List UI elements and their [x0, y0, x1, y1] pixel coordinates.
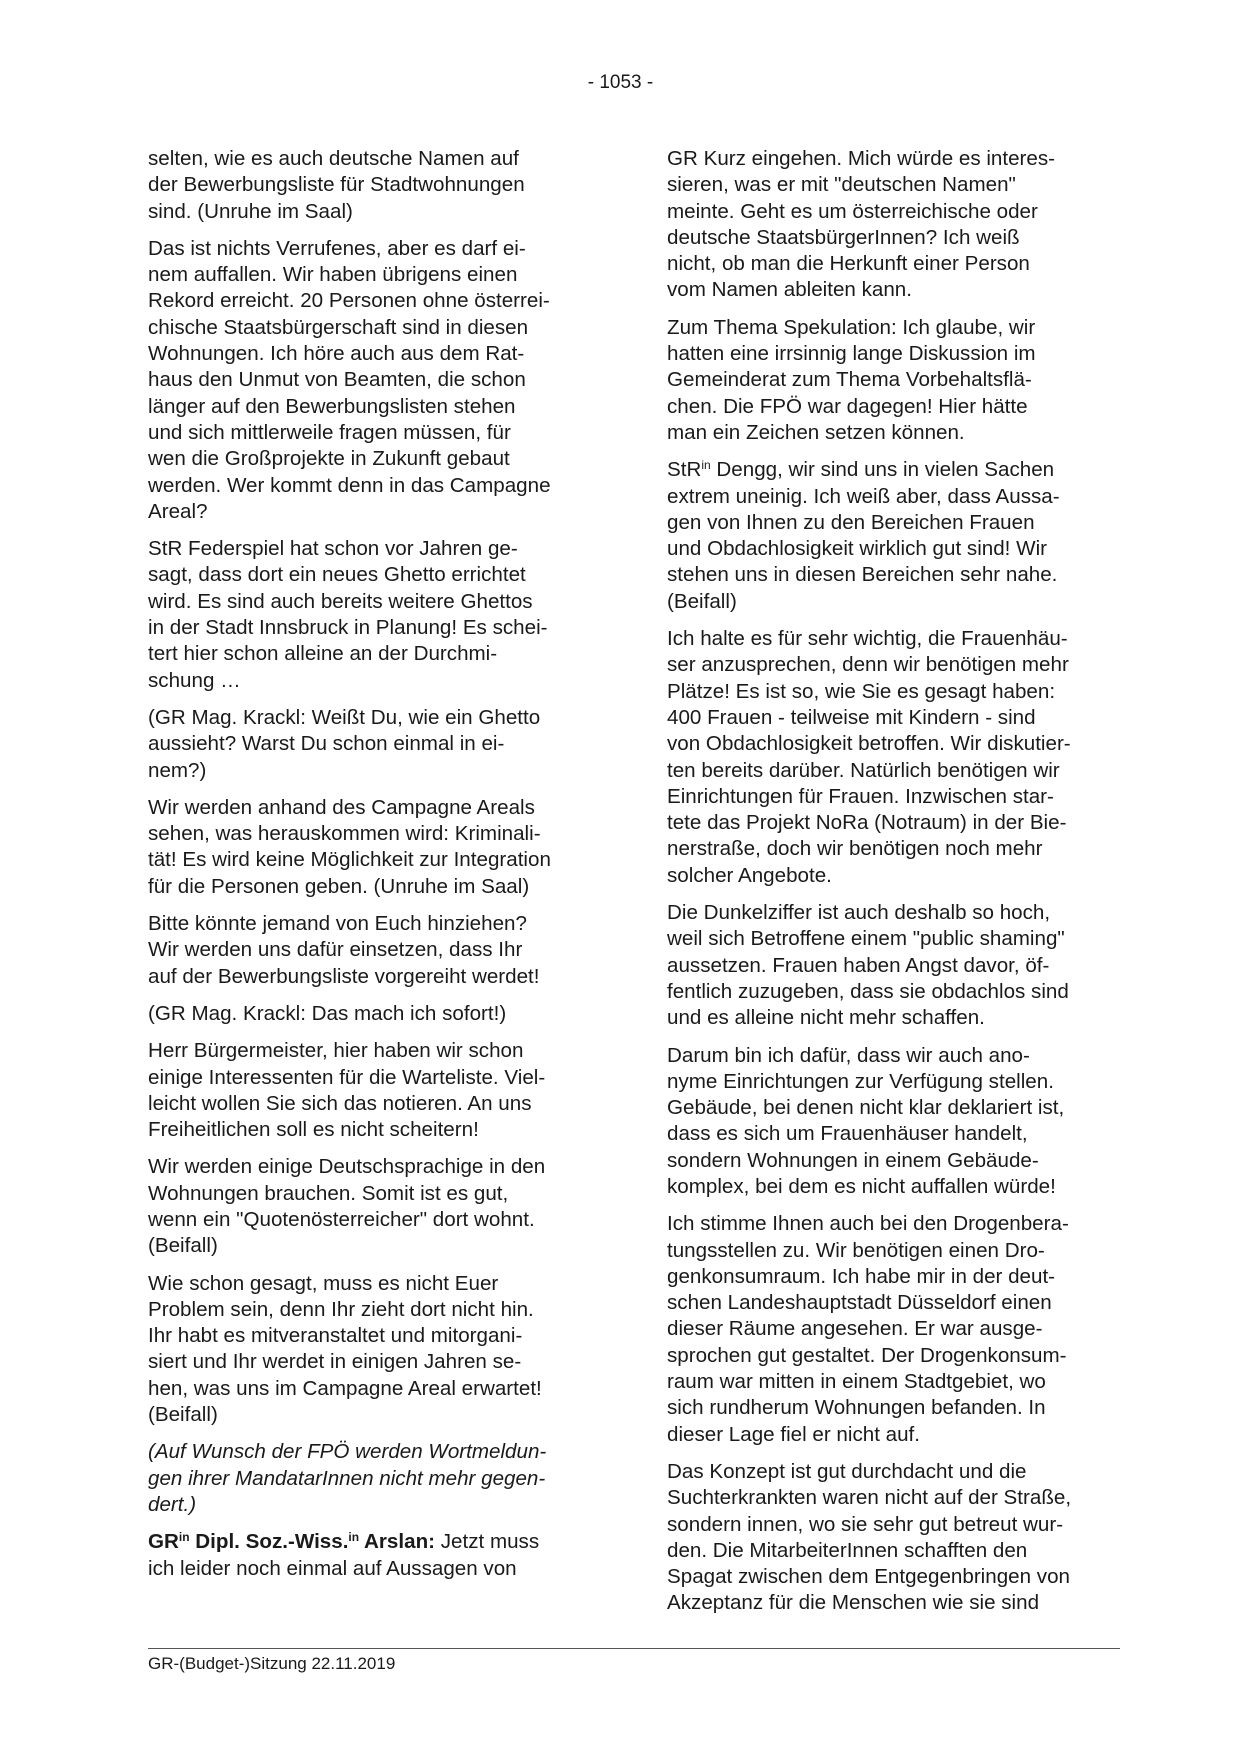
text-line: wen die Großprojekte in Zukunft gebaut [148, 447, 510, 471]
paragraph [148, 795, 600, 900]
text-line: Das Konzept ist gut durchdacht und die [667, 1459, 1027, 1483]
text-line: (GR Mag. Krackl: Weißt Du, wie ein Ghetto [148, 705, 541, 729]
text-line: (Beifall) [148, 1403, 218, 1427]
text-line: gen ihrer MandatarInnen nicht mehr gegen- [148, 1466, 546, 1490]
text-line: StR Federspiel hat schon vor Jahren ge- [148, 537, 518, 561]
text-line: fentlich zuzugeben, dass sie obdachlos sind [667, 979, 1069, 1003]
text-line: für die Personen geben. (Unruhe im Saal) [148, 874, 530, 898]
text-line: chen. Die FPÖ war dagegen! Hier hätte [667, 394, 1028, 418]
text-line: wird. Es sind auch bereits weitere Ghettos [148, 589, 533, 613]
paragraph [148, 1038, 600, 1143]
paragraph [667, 1043, 1119, 1201]
text-line: Spagat zwischen dem Entgegenbringen von [667, 1565, 1070, 1589]
text-line: Suchterkrankten waren nicht auf der Straße, [667, 1486, 1072, 1510]
text-line: ser anzusprechen, denn wir benötigen mehr [667, 653, 1069, 677]
paragraph [667, 1459, 1119, 1617]
text-line: sondern Wohnungen in einem Gebäude- [667, 1148, 1039, 1172]
text-line: tete das Projekt NoRa (Notraum) in der Bie- [667, 811, 1067, 835]
text-line: Ich stimme Ihnen auch bei den Drogenbera- [667, 1212, 1069, 1236]
text-line: Wohnungen brauchen. Somit ist es gut, [148, 1181, 509, 1205]
footer-session-label: GR-(Budget-)Sitzung 22.11.2019 [148, 1654, 396, 1673]
text-line: tungsstellen zu. Wir benötigen einen Dro- [667, 1238, 1045, 1262]
text-line: haus den Unmut von Beamten, die schon [148, 368, 526, 392]
paragraph [667, 315, 1119, 446]
text-line: genkonsumraum. Ich habe mir in der deut- [667, 1264, 1056, 1288]
text-line: Darum bin ich dafür, dass wir auch ano- [667, 1043, 1030, 1067]
text-line: auf der Bewerbungsliste vorgereiht werdet! [148, 964, 540, 988]
paragraph [667, 1211, 1119, 1448]
text-line: werden. Wer kommt denn in das Campagne [148, 473, 551, 497]
text-line: dieser Lage fiel er nicht auf. [667, 1422, 920, 1446]
text-line: einige Interessenten für die Warteliste. Viel- [148, 1065, 546, 1089]
text-line: chische Staatsbürgerschaft sind in diesen [148, 315, 529, 339]
paragraph [148, 1154, 600, 1259]
paragraph [148, 705, 600, 784]
right-column [667, 146, 1119, 1628]
paragraph [148, 146, 600, 225]
text-line: leicht wollen Sie sich das notieren. An uns [148, 1091, 532, 1115]
paragraph [148, 1439, 600, 1518]
text-line: 400 Frauen - teilweise mit Kindern - sind [667, 705, 1036, 729]
paragraph [148, 536, 600, 694]
text-line: und es alleine nicht mehr schaffen. [667, 1006, 985, 1030]
text-line: schen Landeshauptstadt Düsseldorf einen [667, 1291, 1052, 1315]
text-line: Zum Thema Spekulation: Ich glaube, wir [667, 315, 1036, 339]
text-line: tät! Es wird keine Möglichkeit zur Integration [148, 848, 551, 872]
text-line: Wir werden uns dafür einsetzen, dass Ihr [148, 938, 523, 962]
left-column [148, 146, 600, 1593]
text-line: deutsche StaatsbürgerInnen? Ich weiß [667, 225, 1020, 249]
text-line: dert.) [148, 1492, 197, 1516]
text-line: Wir werden anhand des Campagne Areals [148, 795, 535, 819]
text-line: der Bewerbungsliste für Stadtwohnungen [148, 173, 525, 197]
text-line: Akzeptanz für die Menschen wie sie sind [667, 1591, 1040, 1615]
text-line: Die Dunkelziffer ist auch deshalb so hoch, [667, 901, 1051, 925]
speaker-paragraph: $GR^{in}$ Dipl. Soz.-Wiss.$^{in}$ Arslan: Jetzt muss ich leider noch einmal auf Aussagen von [148, 1530, 540, 1580]
text-line: komplex, bei dem es nicht auffallen würde! [667, 1174, 1056, 1198]
str-paragraph: StR$^{in}$ Dengg, wir sind uns in vielen Sachen extrem uneinig. Ich weiß aber, dass Aussa- gen von Ihnen zu den Bereichen Frauen und Obdachlosigkeit wirklich gut sind! Wir stehen uns in diesen Bereichen sehr nahe. (Beifall) [667, 457, 1119, 615]
text-line: sprochen gut gestaltet. Der Drogenkonsum- [667, 1343, 1067, 1367]
text-line: Gemeinderat zum Thema Vorbehaltsflä- [667, 368, 1032, 392]
text-line: dieser Räume angesehen. Er war ausge- [667, 1317, 1043, 1341]
speaker-label: $GR^{in}$ Dipl. Soz.-Wiss.$^{in}$ Arslan: [148, 1530, 436, 1554]
text-line: Wie schon gesagt, muss es nicht Euer [148, 1271, 499, 1295]
text-line: und Obdachlosigkeit wirklich gut sind! Wir [667, 537, 1047, 561]
text-line: von Obdachlosigkeit betroffen. Wir diskutier- [667, 732, 1071, 756]
text-line: hatten eine irrsinnig lange Diskussion im [667, 342, 1036, 366]
text-line: (Auf Wunsch der FPÖ werden Wortmeldun- [148, 1440, 547, 1464]
text-line: nicht, ob man die Herkunft einer Person [667, 252, 1030, 276]
text-line: Freiheitlichen soll es nicht scheitern! [148, 1118, 479, 1142]
text-line: man ein Zeichen setzen können. [667, 420, 965, 444]
text-line: Wir werden einige Deutschsprachige in den [148, 1155, 546, 1179]
text-line: sondern innen, wo sie sehr gut betreut wur- [667, 1512, 1064, 1536]
paragraph [667, 626, 1119, 889]
text-line: nem?) [148, 758, 207, 782]
text-line: aussetzen. Frauen haben Angst davor, öf- [667, 953, 1050, 977]
text-line: Das ist nichts Verrufenes, aber es darf ei- [148, 236, 526, 260]
text-line: Problem sein, denn Ihr zieht dort nicht hin. [148, 1297, 534, 1321]
paragraph [148, 236, 600, 525]
text-line: und sich mittlerweile fragen müssen, für [148, 420, 511, 444]
text-line: Bitte könnte jemand von Euch hinziehen? [148, 912, 527, 936]
text-line: hen, was uns im Campagne Areal erwartet! [148, 1376, 542, 1400]
text-line: Einrichtungen für Frauen. Inzwischen star- [667, 784, 1054, 808]
text-line: selten, wie es auch deutsche Namen auf [148, 147, 519, 170]
text-line: weil sich Betroffene einem "public shaming" [667, 927, 1065, 951]
text-line: wenn ein "Quotenösterreicher" dort wohnt. [148, 1207, 535, 1231]
text-line: Plätze! Es ist so, wie Sie es gesagt haben: [667, 679, 1056, 703]
text-line: (GR Mag. Krackl: Das mach ich sofort!) [148, 1001, 507, 1025]
text-line: länger auf den Bewerbungslisten stehen [148, 394, 516, 418]
text-line: schung … [148, 668, 241, 692]
text-line: solcher Angebote. [667, 863, 832, 887]
text-line: GR Kurz eingehen. Mich würde es interes- [667, 147, 1056, 170]
paragraph [148, 1271, 600, 1429]
text-line: nem auffallen. Wir haben übrigens einen [148, 263, 518, 287]
text-line: sagt, dass dort ein neues Ghetto errichtet [148, 563, 526, 587]
paragraph [148, 1001, 600, 1027]
text-line: aussieht? Warst Du schon einmal in ei- [148, 732, 505, 756]
text-line: in der Stadt Innsbruck in Planung! Es schei- [148, 616, 548, 640]
text-line: stehen uns in diesen Bereichen sehr nahe. [667, 563, 1058, 587]
text-line: meinte. Geht es um österreichische oder [667, 199, 1038, 223]
text-line: sich rundherum Wohnungen befanden. In [667, 1396, 1046, 1420]
text-line: Ich halte es für sehr wichtig, die Frauenhäu- [667, 627, 1068, 651]
text-line: sieren, was er mit "deutschen Namen" [667, 173, 1016, 197]
text-line: siert und Ihr werdet in einigen Jahren se- [148, 1350, 522, 1374]
text-line: vom Namen ableiten kann. [667, 278, 912, 302]
page-number: - 1053 - [587, 72, 654, 93]
text-line: tert hier schon alleine an der Durchmi- [148, 642, 498, 666]
paragraph [667, 900, 1119, 1031]
text-line: Gebäude, bei denen nicht klar deklariert ist, [667, 1096, 1065, 1120]
text-line: ten bereits darüber. Natürlich benötigen wir [667, 758, 1060, 782]
text-line: Rekord erreicht. 20 Personen ohne österrei- [148, 289, 550, 313]
text-line: (Beifall) [667, 589, 737, 613]
text-line: sind. (Unruhe im Saal) [148, 199, 353, 223]
text-line: nyme Einrichtungen zur Verfügung stellen. [667, 1069, 1054, 1093]
text-line: Herr Bürgermeister, hier haben wir schon [148, 1039, 524, 1063]
text-line: Wohnungen. Ich höre auch aus dem Rat- [148, 342, 525, 366]
text-line: nerstraße, doch wir benötigen noch mehr [667, 837, 1043, 861]
paragraph [148, 911, 600, 990]
paragraph [667, 146, 1119, 304]
text-line: den. Die MitarbeiterInnen schafften den [667, 1538, 1028, 1562]
text-line: dass es sich um Frauenhäuser handelt, [667, 1122, 1028, 1146]
text-line: raum war mitten in einem Stadtgebiet, wo [667, 1370, 1046, 1394]
text-line: Ihr habt es mitveranstaltet und mitorgani- [148, 1324, 523, 1348]
text-line: sehen, was herauskommen wird: Kriminali- [148, 822, 541, 846]
footer-divider [148, 1648, 1120, 1649]
text-line: (Beifall) [148, 1234, 218, 1258]
text-line: Areal? [148, 499, 208, 523]
text-line: gen von Ihnen zu den Bereichen Frauen [667, 510, 1035, 534]
text-line: extrem uneinig. Ich weiß aber, dass Aussa- [667, 484, 1060, 508]
